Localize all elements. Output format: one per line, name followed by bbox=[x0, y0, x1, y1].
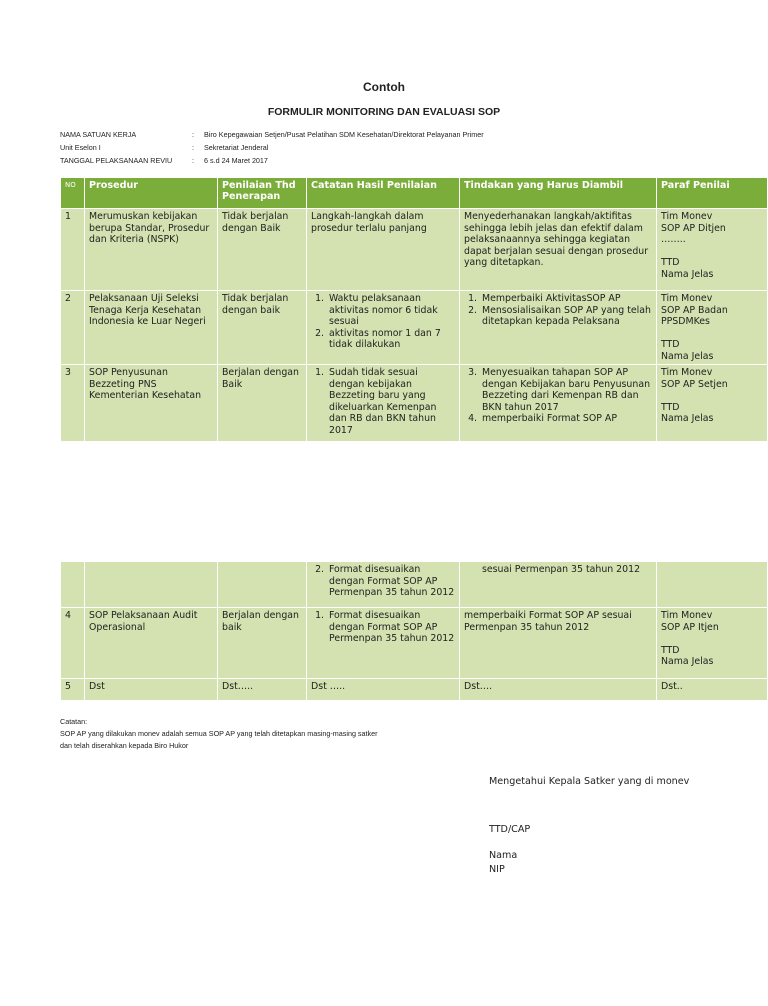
paraf-line: PPSDMKes bbox=[661, 316, 710, 327]
list-item: 1. Format disesuaikan dengan Format SOP AP Permenpan 35 tahun 2012 bbox=[327, 610, 455, 645]
cell-tindakan: Dst…. bbox=[460, 679, 657, 701]
paraf-line: TTD bbox=[661, 401, 680, 413]
info-value: Biro Kepegawaian Setjen/Pusat Pelatihan SDM Kesehatan/Direktorat Pelayanan Primer bbox=[204, 130, 484, 139]
cell-no bbox=[61, 562, 85, 608]
paraf-line: TTD bbox=[661, 257, 680, 268]
table-row bbox=[61, 209, 768, 291]
signature-heading: Mengetahui Kepala Satker yang di monev bbox=[489, 776, 690, 787]
list-item: 1. Memperbaiki AktivitasSOP AP bbox=[480, 293, 652, 305]
paraf-line: Nama Jelas bbox=[661, 350, 714, 362]
catatan-line: SOP AP yang dilakukan monev adalah semua SOP AP yang telah ditetapkan masing-masing satker bbox=[60, 729, 378, 738]
paraf-line: TTD bbox=[661, 339, 680, 350]
table-header-row bbox=[61, 178, 768, 209]
paraf-line: SOP AP Itjen bbox=[661, 621, 719, 633]
cell-prosedur bbox=[85, 562, 218, 608]
list-item: 1. Waktu pelaksanaan aktivitas nomor 6 tidak sesuai bbox=[327, 293, 455, 328]
cell-penilaian: Tidak berjalan dengan baik bbox=[218, 291, 307, 365]
cell-catatan bbox=[307, 365, 460, 442]
cell-catatan bbox=[307, 562, 460, 608]
monev-table bbox=[60, 177, 768, 442]
continued-text: sesuai Permenpan 35 tahun 2012 bbox=[482, 564, 641, 575]
document-title: Contoh bbox=[363, 80, 405, 94]
cell-no: 5 bbox=[61, 679, 85, 701]
col-header-penilaian: Penilaian Thd Penerapan bbox=[218, 178, 307, 209]
info-colon: : bbox=[192, 156, 194, 165]
paraf-spacer bbox=[661, 246, 763, 258]
col-header-catatan: Catatan Hasil Penilaian bbox=[307, 178, 460, 209]
cell-paraf bbox=[657, 209, 768, 291]
cell-penilaian bbox=[218, 562, 307, 608]
info-label: NAMA SATUAN KERJA bbox=[60, 130, 137, 139]
info-label: TANGGAL PELAKSANAAN REVIU bbox=[60, 156, 173, 165]
cell-paraf: Dst.. bbox=[657, 679, 768, 701]
col-header-paraf: Paraf Penilai bbox=[657, 178, 768, 209]
cell-tindakan bbox=[460, 291, 657, 365]
paraf-line: Tim Monev bbox=[661, 367, 713, 378]
list-item: 2. Format disesuaikan dengan Format SOP AP Permenpan 35 tahun 2012 bbox=[327, 564, 455, 599]
cell-catatan bbox=[307, 291, 460, 365]
paraf-line: TTD bbox=[661, 644, 680, 656]
cell-catatan: Dst ….. bbox=[307, 679, 460, 701]
cell-prosedur: Pelaksanaan Uji Seleksi Tenaga Kerja Kesehatan Indonesia ke Luar Negeri bbox=[85, 291, 218, 365]
cell-catatan: Langkah-langkah dalam prosedur terlalu panjang bbox=[307, 209, 460, 291]
paraf-line: Tim Monev bbox=[661, 211, 713, 222]
paraf-line: …….. bbox=[661, 234, 686, 245]
paraf-line: Nama Jelas bbox=[661, 413, 714, 424]
cell-prosedur: SOP Penyusunan Bezzeting PNS Kementerian Kesehatan bbox=[85, 365, 218, 442]
cell-tindakan: memperbaiki Format SOP AP sesuai Permenpan 35 tahun 2012 bbox=[460, 608, 657, 679]
cell-paraf bbox=[657, 365, 768, 442]
cell-no: 1 bbox=[61, 209, 85, 291]
cell-paraf bbox=[657, 562, 768, 608]
paraf-line: Nama Jelas bbox=[661, 268, 714, 280]
cell-tindakan bbox=[460, 365, 657, 442]
cell-catatan bbox=[307, 608, 460, 679]
info-value: 6 s.d 24 Maret 2017 bbox=[204, 156, 268, 165]
info-colon: : bbox=[192, 130, 194, 139]
cell-tindakan bbox=[460, 562, 657, 608]
cell-penilaian: Berjalan dengan baik bbox=[218, 608, 307, 679]
signature-nama: Nama bbox=[489, 850, 518, 861]
info-value: Sekretariat Jenderal bbox=[204, 143, 269, 152]
cell-prosedur: Merumuskan kebijakan berupa Standar, Prosedur dan Kriteria (NSPK) bbox=[85, 209, 218, 291]
cell-penilaian: Tidak berjalan dengan Baik bbox=[218, 209, 307, 291]
catatan-label: Catatan: bbox=[60, 717, 88, 726]
col-header-prosedur: Prosedur bbox=[85, 178, 218, 209]
signature-nip: NIP bbox=[489, 864, 505, 875]
cell-prosedur: SOP Pelaksanaan Audit Operasional bbox=[85, 608, 218, 679]
catatan-line: dan telah diserahkan kepada Biro Hukor bbox=[60, 741, 189, 750]
cell-tindakan: Menyederhanakan langkah/aktifitas sehingga lebih jelas dan efektif dalam pelaksanaannya sehingga kegiatan dapat berjalan sesuai dengan prosedur yang ditetapkan. bbox=[460, 209, 657, 291]
catatan-block bbox=[60, 716, 378, 752]
table-row bbox=[61, 291, 768, 365]
list-item: 4. memperbaiki Format SOP AP bbox=[480, 413, 652, 425]
table-row bbox=[61, 365, 768, 442]
paraf-line: Nama Jelas bbox=[661, 656, 714, 667]
cell-no: 2 bbox=[61, 291, 85, 365]
signature-ttd: TTD/CAP bbox=[489, 824, 531, 835]
paraf-line: SOP AP Setjen bbox=[661, 378, 728, 390]
paraf-spacer bbox=[661, 390, 763, 402]
list-item: 2. Mensosialisaikan SOP AP yang telah ditetapkan kepada Pelaksana bbox=[480, 305, 652, 328]
cell-prosedur: Dst bbox=[85, 679, 218, 701]
cell-no: 3 bbox=[61, 365, 85, 442]
col-header-no: NO bbox=[61, 178, 85, 209]
col-header-tindakan: Tindakan yang Harus Diambil bbox=[460, 178, 657, 209]
form-title: FORMULIR MONITORING DAN EVALUASI SOP bbox=[267, 106, 501, 118]
cell-penilaian: Dst….. bbox=[218, 679, 307, 701]
list-item: 3. Menyesuaikan tahapan SOP AP dengan Kebijakan baru Penyusunan Bezzeting dari Kemenpan RB dan BKN tahun 2017 bbox=[480, 367, 652, 413]
info-label: Unit Eselon I bbox=[60, 143, 101, 152]
paraf-line: Tim Monev bbox=[661, 610, 713, 621]
paraf-spacer bbox=[661, 633, 763, 645]
table-row-continuation bbox=[61, 562, 768, 608]
monev-table-continued bbox=[60, 561, 768, 701]
info-colon: : bbox=[192, 143, 194, 152]
paraf-spacer bbox=[661, 328, 763, 340]
list-item: 2. aktivitas nomor 1 dan 7 tidak dilakukan bbox=[327, 328, 455, 351]
cell-paraf bbox=[657, 291, 768, 365]
cell-penilaian: Berjalan dengan Baik bbox=[218, 365, 307, 442]
paraf-line: SOP AP Badan bbox=[661, 304, 728, 316]
table-row bbox=[61, 679, 768, 701]
list-item: 1. Sudah tidak sesuai dengan kebijakan Bezzeting baru yang dikeluarkan Kemenpan dan RB dan BKN tahun 2017 bbox=[327, 367, 455, 436]
table-row bbox=[61, 608, 768, 679]
paraf-line: Tim Monev bbox=[661, 293, 713, 304]
paraf-line: SOP AP Ditjen bbox=[661, 222, 726, 234]
cell-no: 4 bbox=[61, 608, 85, 679]
cell-paraf bbox=[657, 608, 768, 679]
